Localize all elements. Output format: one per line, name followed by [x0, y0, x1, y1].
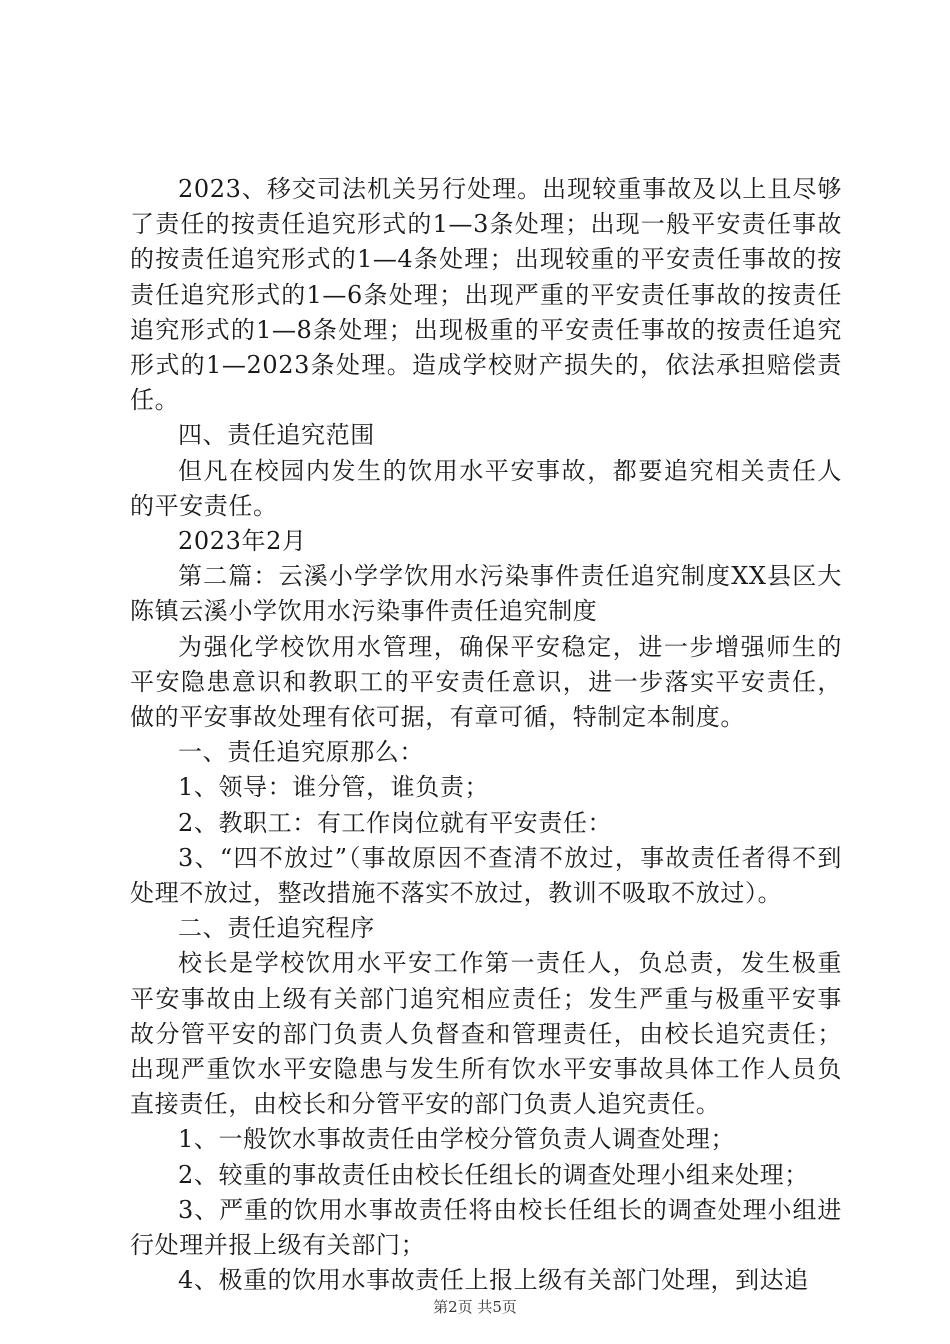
paragraph-purpose: 为强化学校饮用水管理，确保平安稳定，进一步增强师生的平安隐患意识和教职工的平安责任意识，进一步落实平安责任，做的平安事故处理有依可据，有章可循，特制定本制度。 — [130, 632, 842, 732]
heading-scope: 四、责任追究范围 — [178, 421, 375, 450]
section-title-second: 第二篇：云溪小学学饮用水污染事件责任追究制度XX县区大陈镇云溪小学饮用水污染事件责任追究制度 — [130, 562, 842, 626]
list-item-procedure-3: 3、严重的饮用水事故责任将由校长任组长的调查处理小组进行处理并报上级有关部门； — [130, 1195, 842, 1260]
page-number-footer: 第2页 共5页 — [433, 1298, 517, 1316]
list-item-procedure-1: 1、一般饮水事故责任由学校分管负责人调查处理； — [178, 1125, 736, 1154]
paragraph-procedure: 校长是学校饮用水平安工作第一责任人，负总责，发生极重平安事故由上级有关部门追究相应责任；发生严重与极重平安事故分管平安的部门负责人负督查和管理责任，由校长追究责任；出现严重饮水平安隐患与发生所有饮水平安事故具体工作人员负直接责任，由校长和分管平安的部门负责人追究责任。 — [130, 949, 842, 1119]
list-item-procedure-4: 4、极重的饮用水事故责任上报上级有关部门处理，到达追 — [178, 1266, 809, 1295]
list-item-principle-3: 3、“四不放过”（事故原因不查清不放过，事故责任者得不到处理不放过，整改措施不落实不放过，教训不吸取不放过）。 — [130, 843, 842, 908]
heading-procedure: 二、责任追究程序 — [178, 914, 375, 943]
heading-principles: 一、责任追究原那么： — [178, 738, 424, 767]
paragraph-penalty-rules: 2023、移交司法机关另行处理。出现较重事故及以上且尽够了责任的按责任追究形式的1—3条处理；出现一般平安责任事故的按责任追究形式的1—4条处理；出现较重的平安责任事故的按责任追究形式的1—6条处理；出现严重的平安责任事故的按责任追究形式的1—8条处理；出现极重的平安责任事故的按责任追究形式的1—2023条处理。造成学校财产损失的，依法承担赔偿责任。 — [130, 175, 842, 415]
paragraph-scope: 但凡在校园内发生的饮用水平安事故，都要追究相关责任人的平安责任。 — [130, 456, 842, 520]
list-item-principle-2: 2、教职工：有工作岗位就有平安责任： — [178, 808, 613, 837]
date-line: 2023年2月 — [178, 527, 307, 556]
list-item-procedure-2: 2、较重的事故责任由校长任组长的调查处理小组来处理； — [178, 1160, 809, 1189]
list-item-principle-1: 1、领导：谁分管，谁负责； — [178, 773, 490, 802]
document-body — [130, 172, 842, 1299]
